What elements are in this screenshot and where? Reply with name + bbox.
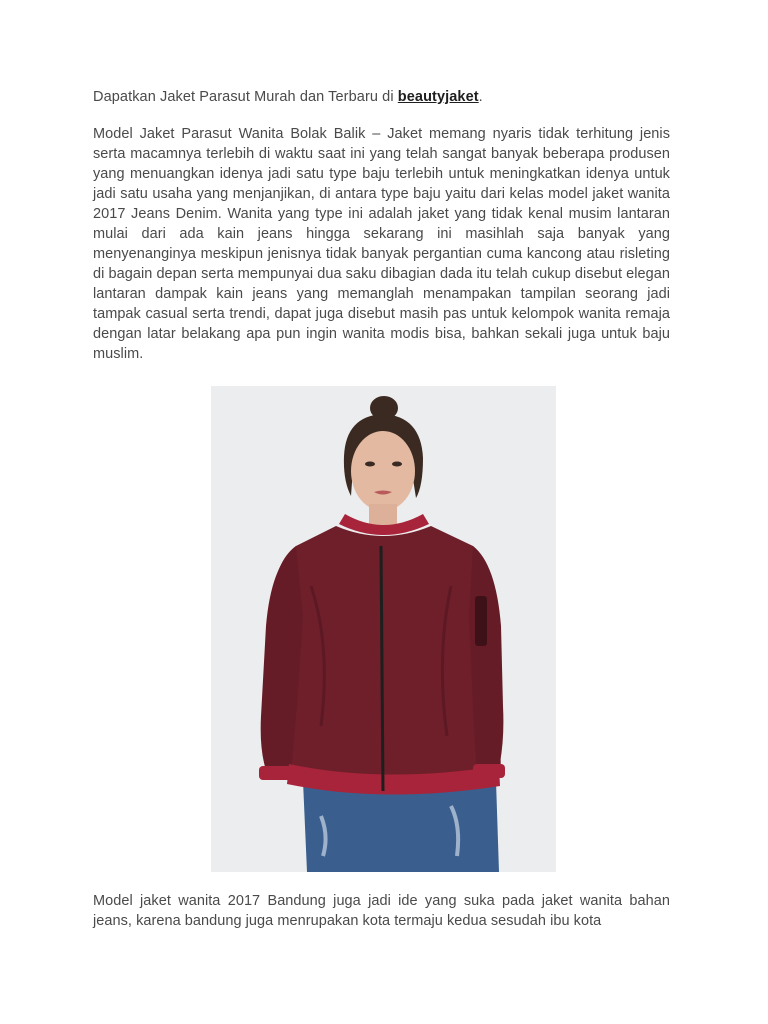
intro-line [93, 87, 683, 107]
intro-period: . [478, 89, 483, 105]
product-photo [211, 386, 556, 872]
body-paragraph-2: Model jaket wanita 2017 Bandung juga jadi ide yang suka pada jaket wanita bahan jeans, karena bandung juga menrupakan kota termaju kedua sesudah ibu kota [93, 893, 670, 929]
body-paragraph-1: Model Jaket Parasut Wanita Bolak Balik – Jaket memang nyaris tidak terhitung jenis serta macamnya terlebih di waktu saat ini yang telah sangat banyak beberapa produsen yang menuangkan idenya jadi satu type baju terlebih untuk meningkatkan idenya untuk jadi satu usaha yang menjanjikan, di antara type baju yaitu dari kelas model jaket wanita 2017 Jeans Denim. Wanita yang type ini adalah jaket yang tidak kenal musim lantaran mulai dari ada kain jeans hingga sekarang ini masihlah saja banyak yang menyenanginya meskipun jenisnya tidak banyak pergantian cuma kancong atau risleting di bagain depan serta mempunyai dua saku dibagian dada itu telah cukup disebut elegan lantaran dampak kain jeans yang memanglah menampakan tampilan seorang jadi tampak casual serta trendi, dapat juga disebut masih pas untuk kelompok wanita remaja dengan latar belakang apa pun ingin wanita modis bisa, bahkan sekali juga untuk baju muslim. [93, 126, 670, 362]
intro-text: Dapatkan Jaket Parasut Murah dan Terbaru di [93, 89, 398, 105]
beautyjaket-link[interactable]: beautyjaket [397, 89, 479, 105]
